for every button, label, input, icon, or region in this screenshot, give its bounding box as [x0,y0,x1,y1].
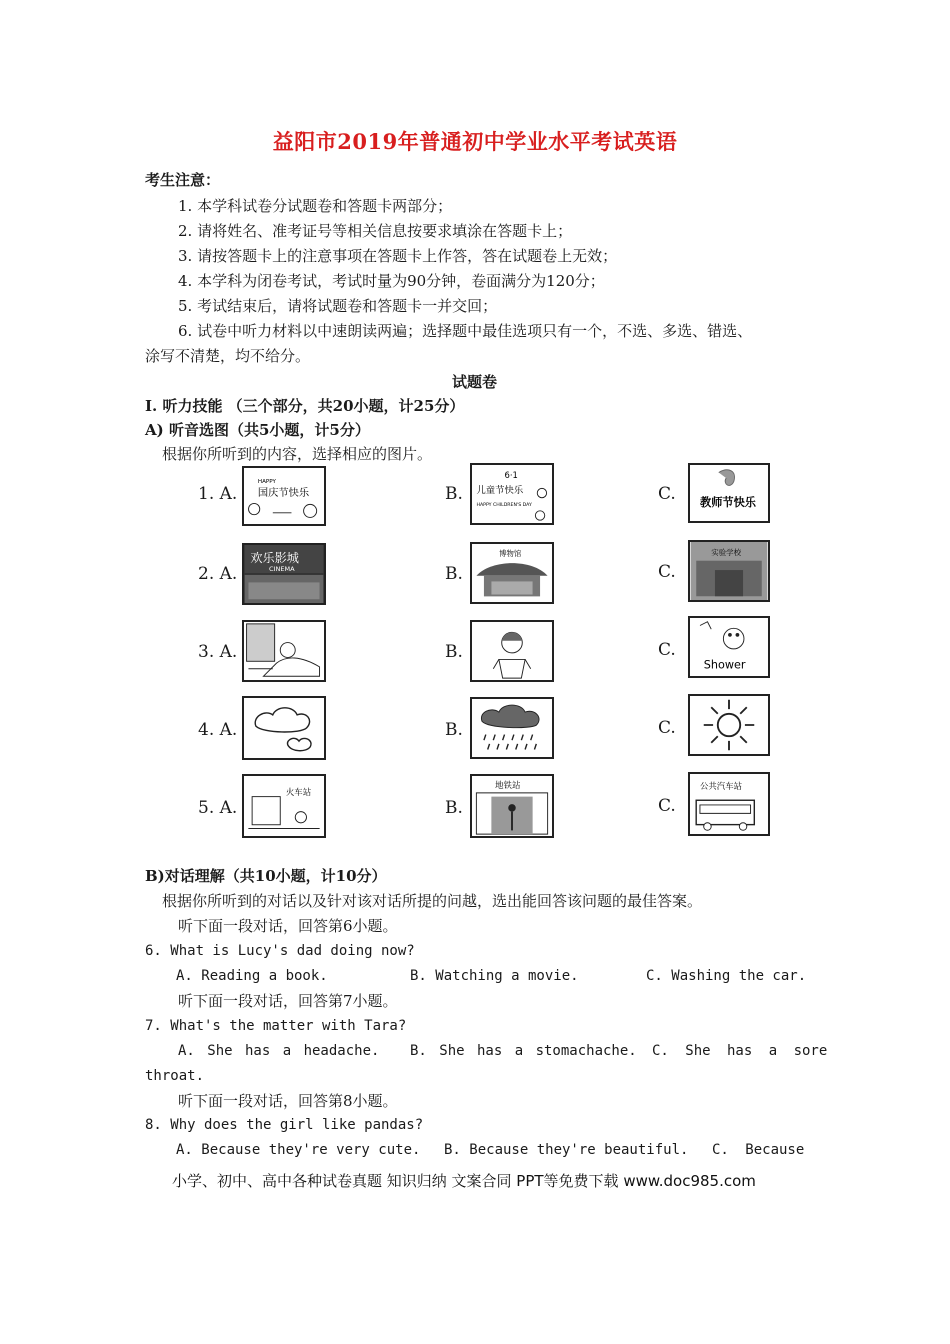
q7-option-b: B. She has a stomachache. [410,1043,637,1059]
svg-text:国庆节快乐: 国庆节快乐 [257,487,310,499]
notice-heading: 考生注意： [145,171,221,189]
question-7: 7. What's the matter with Tara? [145,1018,407,1034]
q2-option-b-label: B. [445,564,463,584]
q5-image-a [242,774,326,838]
listen-instruction: 听下面一段对话，回答第7小题。 [178,992,398,1010]
q6-option-a: A. Reading a book. [176,968,328,984]
footer-text: 小学、初中、高中各种试卷真题 知识归纳 文案合同 PPT等免费下载 www.doc985.com [172,1172,756,1190]
svg-text:博物馆: 博物馆 [498,549,522,559]
q3-image-b [470,620,554,682]
q5-option-b-label: B. [445,798,463,818]
svg-text:欢乐影城: 欢乐影城 [250,550,299,565]
q3-option-c-label: C. [658,640,676,660]
notice-item: 6. 试卷中听力材料以中速朗读两遍；选择题中最佳选项只有一个，不选、多选、错选、 [178,322,753,340]
svg-text:6·1: 6·1 [504,470,518,481]
svg-text:CINEMA: CINEMA [269,565,295,574]
svg-text:地铁站: 地铁站 [495,780,521,791]
svg-text:实验学校: 实验学校 [711,548,742,558]
notice-item: 涂写不清楚，均不给分。 [145,347,311,365]
notice-item: 4. 本学科为闭卷考试，考试时量为90分钟，卷面满分为120分； [178,272,605,290]
q5-label: 5. A. [198,798,238,818]
q7-option-c: C. She has a sore [652,1043,828,1059]
q8-option-b: B. Because they're beautiful. [444,1142,689,1158]
q8-option-a: A. Because they're very cute. [176,1142,421,1158]
q6-option-b: B. Watching a movie. [410,968,579,984]
q4-image-a [242,696,326,760]
q2-image-c [688,540,770,602]
q4-image-b [470,697,554,759]
svg-text:火车站: 火车站 [285,786,312,797]
q7-option-c-cont: throat. [145,1068,205,1084]
listen-instruction: 听下面一段对话，回答第8小题。 [178,1092,398,1110]
svg-text:HAPPY CHILDREN'S DAY: HAPPY CHILDREN'S DAY [476,503,532,509]
q6-option-c: C. Washing the car. [646,968,807,984]
notice-item: 1. 本学科试卷分试题卷和答题卡两部分； [178,197,453,215]
q1-label: 1. A. [198,484,238,504]
q5-option-c-label: C. [658,796,676,816]
question-6: 6. What is Lucy's dad doing now? [145,943,415,959]
bus-icon [690,774,768,834]
q1-image-b [470,463,554,525]
q2-image-b [470,542,554,604]
q5-image-c [688,772,770,836]
q1-option-c-label: C. [658,484,676,504]
sun-icon [690,696,768,754]
rain-icon [472,699,552,757]
q7-option-a: A. She has a headache. [178,1043,380,1059]
svg-text:教师节快乐: 教师节快乐 [700,496,757,510]
q4-option-b-label: B. [445,720,463,740]
q2-option-c-label: C. [658,562,676,582]
partA-heading: A) 听音选图（共5小题，计5分） [145,421,370,439]
section-title: 试题卷 [452,373,498,391]
listen-instruction: 听下面一段对话，回答第6小题。 [178,917,398,935]
q8-option-c: C. Because [712,1142,805,1158]
notice-item: 3. 请按答题卡上的注意事项在答题卡上作答，答在试题卷上无效； [178,247,618,265]
notice-item: 5. 考试结束后，请将试题卷和答题卡一并交回； [178,297,498,315]
q1-image-a [242,466,326,526]
svg-text:儿童节快乐: 儿童节快乐 [476,485,524,497]
q4-label: 4. A. [198,720,238,740]
partA-instruction: 根据你所听到的内容，选择相应的图片。 [162,445,433,463]
q2-image-a [242,543,326,605]
q1-option-b-label: B. [445,484,463,504]
q4-image-c [688,694,770,756]
question-8: 8. Why does the girl like pandas? [145,1117,424,1133]
partB-instruction: 根据你所听到的对话以及针对该对话所提的问越，选出能回答该问题的最佳答案。 [162,892,703,910]
q3-option-b-label: B. [445,642,463,662]
part1-heading: I. 听力技能 （三个部分，共20小题，计25分） [145,397,465,415]
notice-item: 2. 请将姓名、准考证号等相关信息按要求填涂在答题卡上； [178,222,573,240]
q3-image-c [688,616,770,678]
q3-image-a [242,620,326,682]
q5-image-b [470,774,554,838]
svg-text:Shower: Shower [703,658,746,672]
q4-option-c-label: C. [658,718,676,738]
q3-label: 3. A. [198,642,238,662]
svg-text:公共汽车站: 公共汽车站 [699,781,743,791]
q2-label: 2. A. [198,564,238,584]
svg-text:HAPPY: HAPPY [257,478,276,485]
cloud-icon [244,698,324,758]
page-title: 益阳市2019年普通初中学业水平考试英语 [272,129,678,154]
partB-heading: B)对话理解（共10小题，计10分） [145,867,387,885]
q1-image-c [688,463,770,523]
